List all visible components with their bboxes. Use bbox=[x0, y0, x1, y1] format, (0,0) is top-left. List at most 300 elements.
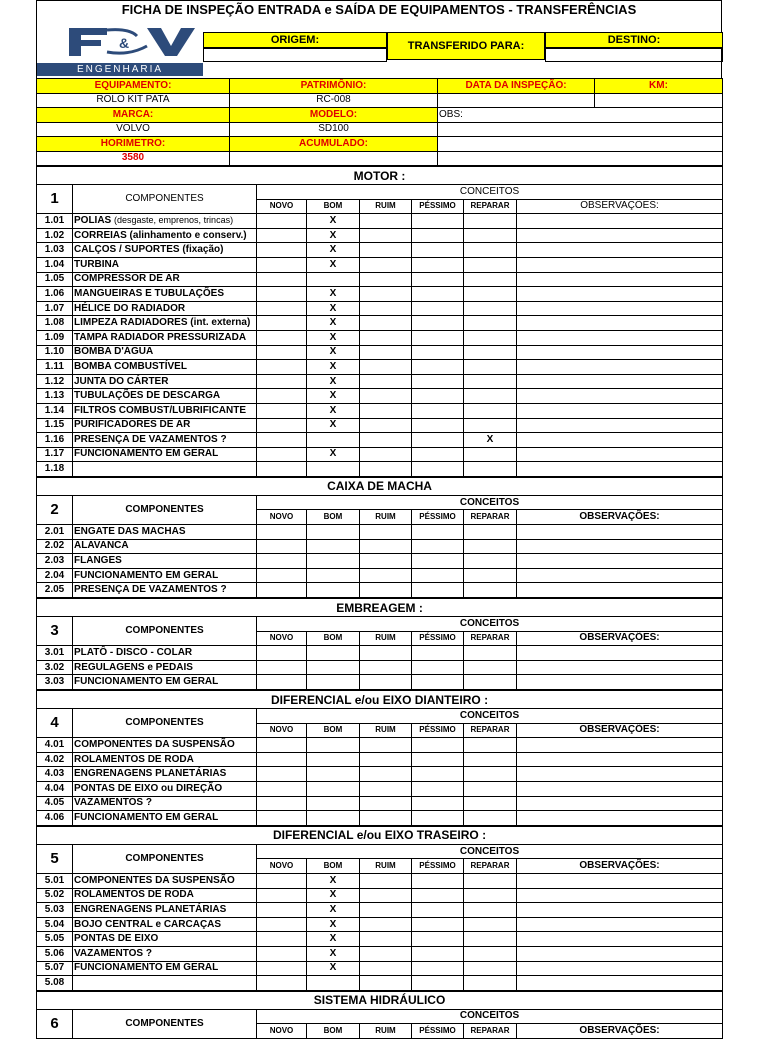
cell-reparar[interactable] bbox=[464, 767, 517, 782]
col-novo: NOVO bbox=[257, 1024, 307, 1039]
cell-ruim[interactable] bbox=[360, 946, 412, 961]
horimetro-label: HORIMETRO: bbox=[37, 137, 230, 152]
cell-pessimo[interactable] bbox=[412, 243, 464, 258]
cell-observacao[interactable] bbox=[517, 932, 723, 947]
cell-novo[interactable] bbox=[257, 554, 307, 569]
obs-line-4[interactable] bbox=[438, 151, 723, 166]
cell-bom[interactable]: X bbox=[307, 345, 360, 360]
cell-novo[interactable] bbox=[257, 287, 307, 302]
cell-observacao[interactable] bbox=[517, 403, 723, 418]
cell-novo[interactable] bbox=[257, 646, 307, 661]
cell-reparar[interactable] bbox=[464, 796, 517, 811]
cell-pessimo[interactable] bbox=[412, 932, 464, 947]
cell-reparar[interactable] bbox=[464, 345, 517, 360]
cell-observacao[interactable] bbox=[517, 257, 723, 272]
cell-pessimo[interactable] bbox=[412, 418, 464, 433]
cell-novo[interactable] bbox=[257, 433, 307, 448]
cell-pessimo[interactable] bbox=[412, 228, 464, 243]
item-description: FUNCIONAMENTO EM GERAL bbox=[73, 811, 257, 826]
cell-bom[interactable]: X bbox=[307, 316, 360, 331]
item-description: BOMBA D'ÁGUA bbox=[73, 345, 257, 360]
cell-ruim[interactable] bbox=[360, 796, 412, 811]
cell-bom[interactable] bbox=[307, 660, 360, 675]
cell-observacao[interactable] bbox=[517, 976, 723, 991]
item-description: PRESENÇA DE VAZAMENTOS ? bbox=[73, 583, 257, 598]
cell-novo[interactable] bbox=[257, 932, 307, 947]
cell-novo[interactable] bbox=[257, 525, 307, 540]
cell-reparar[interactable] bbox=[464, 873, 517, 888]
cell-pessimo[interactable] bbox=[412, 360, 464, 375]
cell-observacao[interactable] bbox=[517, 568, 723, 583]
cell-observacao[interactable] bbox=[517, 873, 723, 888]
cell-bom[interactable] bbox=[307, 675, 360, 690]
cell-reparar[interactable] bbox=[464, 462, 517, 477]
obs-line-3[interactable] bbox=[438, 137, 723, 152]
cell-observacao[interactable] bbox=[517, 675, 723, 690]
cell-observacao[interactable] bbox=[517, 525, 723, 540]
cell-pessimo[interactable] bbox=[412, 330, 464, 345]
cell-pessimo[interactable] bbox=[412, 873, 464, 888]
cell-ruim[interactable] bbox=[360, 961, 412, 976]
cell-pessimo[interactable] bbox=[412, 374, 464, 389]
cell-pessimo[interactable] bbox=[412, 345, 464, 360]
table-row bbox=[37, 389, 723, 404]
cell-ruim[interactable] bbox=[360, 447, 412, 462]
cell-novo[interactable] bbox=[257, 447, 307, 462]
cell-novo[interactable] bbox=[257, 675, 307, 690]
transferido-label: TRANSFERIDO PARA: bbox=[387, 32, 545, 60]
cell-bom[interactable]: X bbox=[307, 243, 360, 258]
cell-pessimo[interactable] bbox=[412, 462, 464, 477]
cell-reparar[interactable] bbox=[464, 675, 517, 690]
cell-reparar[interactable] bbox=[464, 389, 517, 404]
cell-bom[interactable]: X bbox=[307, 917, 360, 932]
cell-ruim[interactable] bbox=[360, 752, 412, 767]
cell-bom[interactable]: X bbox=[307, 403, 360, 418]
cell-bom[interactable]: X bbox=[307, 418, 360, 433]
cell-ruim[interactable] bbox=[360, 228, 412, 243]
cell-reparar[interactable] bbox=[464, 646, 517, 661]
cell-reparar[interactable] bbox=[464, 660, 517, 675]
cell-observacao[interactable] bbox=[517, 447, 723, 462]
cell-bom[interactable]: X bbox=[307, 946, 360, 961]
cell-ruim[interactable] bbox=[360, 976, 412, 991]
cell-ruim[interactable] bbox=[360, 646, 412, 661]
cell-ruim[interactable] bbox=[360, 568, 412, 583]
cell-reparar[interactable] bbox=[464, 583, 517, 598]
cell-bom[interactable] bbox=[307, 554, 360, 569]
patrimonio-value[interactable]: RC-008 bbox=[230, 93, 438, 108]
cell-observacao[interactable] bbox=[517, 360, 723, 375]
cell-observacao[interactable] bbox=[517, 345, 723, 360]
cell-novo[interactable] bbox=[257, 946, 307, 961]
cell-novo[interactable] bbox=[257, 738, 307, 753]
cell-pessimo[interactable] bbox=[412, 660, 464, 675]
cell-observacao[interactable] bbox=[517, 554, 723, 569]
cell-bom[interactable] bbox=[307, 525, 360, 540]
cell-reparar[interactable] bbox=[464, 525, 517, 540]
conceitos-header: CONCEITOS bbox=[257, 495, 723, 510]
cell-observacao[interactable] bbox=[517, 583, 723, 598]
obs-field[interactable]: OBS: bbox=[438, 108, 723, 123]
cell-reparar[interactable] bbox=[464, 539, 517, 554]
item-description: ALAVANCA bbox=[73, 539, 257, 554]
cell-novo[interactable] bbox=[257, 214, 307, 229]
cell-novo[interactable] bbox=[257, 767, 307, 782]
cell-reparar[interactable]: X bbox=[464, 433, 517, 448]
cell-pessimo[interactable] bbox=[412, 583, 464, 598]
cell-pessimo[interactable] bbox=[412, 976, 464, 991]
cell-observacao[interactable] bbox=[517, 903, 723, 918]
cell-observacao[interactable] bbox=[517, 228, 723, 243]
marca-label: MARCA: bbox=[37, 108, 230, 123]
cell-pessimo[interactable] bbox=[412, 811, 464, 826]
cell-pessimo[interactable] bbox=[412, 257, 464, 272]
cell-bom[interactable]: X bbox=[307, 389, 360, 404]
cell-observacao[interactable] bbox=[517, 214, 723, 229]
cell-novo[interactable] bbox=[257, 781, 307, 796]
observacoes-header: OBSERVAÇÕES: bbox=[517, 199, 723, 214]
cell-ruim[interactable] bbox=[360, 932, 412, 947]
cell-reparar[interactable] bbox=[464, 932, 517, 947]
col-reparar: REPARAR bbox=[464, 631, 517, 646]
item-number: 1.04 bbox=[37, 257, 73, 272]
cell-pessimo[interactable] bbox=[412, 272, 464, 287]
cell-reparar[interactable] bbox=[464, 418, 517, 433]
cell-novo[interactable] bbox=[257, 903, 307, 918]
cell-novo[interactable] bbox=[257, 228, 307, 243]
cell-ruim[interactable] bbox=[360, 873, 412, 888]
table-row bbox=[37, 554, 723, 569]
cell-reparar[interactable] bbox=[464, 374, 517, 389]
cell-reparar[interactable] bbox=[464, 287, 517, 302]
componentes-header: COMPONENTES bbox=[73, 185, 257, 214]
cell-observacao[interactable] bbox=[517, 316, 723, 331]
cell-observacao[interactable] bbox=[517, 961, 723, 976]
cell-novo[interactable] bbox=[257, 568, 307, 583]
cell-bom[interactable] bbox=[307, 539, 360, 554]
cell-bom[interactable] bbox=[307, 796, 360, 811]
cell-observacao[interactable] bbox=[517, 796, 723, 811]
cell-pessimo[interactable] bbox=[412, 888, 464, 903]
cell-reparar[interactable] bbox=[464, 961, 517, 976]
componentes-header: COMPONENTES bbox=[73, 617, 257, 646]
cell-ruim[interactable] bbox=[360, 418, 412, 433]
cell-ruim[interactable] bbox=[360, 330, 412, 345]
cell-bom[interactable] bbox=[307, 767, 360, 782]
cell-bom[interactable] bbox=[307, 462, 360, 477]
cell-bom[interactable]: X bbox=[307, 888, 360, 903]
cell-ruim[interactable] bbox=[360, 738, 412, 753]
cell-bom[interactable] bbox=[307, 646, 360, 661]
cell-ruim[interactable] bbox=[360, 554, 412, 569]
cell-bom[interactable]: X bbox=[307, 301, 360, 316]
cell-observacao[interactable] bbox=[517, 287, 723, 302]
cell-ruim[interactable] bbox=[360, 888, 412, 903]
cell-pessimo[interactable] bbox=[412, 539, 464, 554]
cell-ruim[interactable] bbox=[360, 243, 412, 258]
cell-observacao[interactable] bbox=[517, 917, 723, 932]
item-number: 1.01 bbox=[37, 214, 73, 229]
acumulado-value[interactable] bbox=[230, 151, 438, 166]
cell-observacao[interactable] bbox=[517, 272, 723, 287]
cell-bom[interactable]: X bbox=[307, 257, 360, 272]
cell-novo[interactable] bbox=[257, 418, 307, 433]
obs-line-2[interactable] bbox=[438, 122, 723, 137]
cell-pessimo[interactable] bbox=[412, 738, 464, 753]
km-label: KM: bbox=[595, 79, 723, 94]
cell-ruim[interactable] bbox=[360, 917, 412, 932]
cell-ruim[interactable] bbox=[360, 539, 412, 554]
cell-observacao[interactable] bbox=[517, 389, 723, 404]
item-number: 1.16 bbox=[37, 433, 73, 448]
cell-observacao[interactable] bbox=[517, 433, 723, 448]
cell-novo[interactable] bbox=[257, 360, 307, 375]
item-number: 4.06 bbox=[37, 811, 73, 826]
cell-ruim[interactable] bbox=[360, 272, 412, 287]
equipamento-value[interactable]: ROLO KIT PATA bbox=[37, 93, 230, 108]
cell-bom[interactable]: X bbox=[307, 961, 360, 976]
cell-observacao[interactable] bbox=[517, 462, 723, 477]
cell-reparar[interactable] bbox=[464, 888, 517, 903]
cell-bom[interactable]: X bbox=[307, 903, 360, 918]
item-description: ENGRENAGENS PLANETÁRIAS bbox=[73, 767, 257, 782]
col-novo: NOVO bbox=[257, 199, 307, 214]
item-number: 5.01 bbox=[37, 873, 73, 888]
cell-reparar[interactable] bbox=[464, 228, 517, 243]
cell-ruim[interactable] bbox=[360, 525, 412, 540]
cell-ruim[interactable] bbox=[360, 660, 412, 675]
cell-observacao[interactable] bbox=[517, 781, 723, 796]
cell-bom[interactable] bbox=[307, 781, 360, 796]
cell-novo[interactable] bbox=[257, 583, 307, 598]
cell-pessimo[interactable] bbox=[412, 316, 464, 331]
cell-ruim[interactable] bbox=[360, 462, 412, 477]
cell-observacao[interactable] bbox=[517, 888, 723, 903]
marca-value[interactable]: VOLVO bbox=[37, 122, 230, 137]
cell-pessimo[interactable] bbox=[412, 946, 464, 961]
item-number: 1.12 bbox=[37, 374, 73, 389]
cell-novo[interactable] bbox=[257, 976, 307, 991]
cell-observacao[interactable] bbox=[517, 767, 723, 782]
cell-bom[interactable] bbox=[307, 738, 360, 753]
item-number: 1.02 bbox=[37, 228, 73, 243]
cell-ruim[interactable] bbox=[360, 287, 412, 302]
cell-reparar[interactable] bbox=[464, 214, 517, 229]
item-description: PLATÔ - DISCO - COLAR bbox=[73, 646, 257, 661]
cell-pessimo[interactable] bbox=[412, 767, 464, 782]
cell-bom[interactable]: X bbox=[307, 932, 360, 947]
cell-pessimo[interactable] bbox=[412, 568, 464, 583]
cell-pessimo[interactable] bbox=[412, 917, 464, 932]
cell-observacao[interactable] bbox=[517, 811, 723, 826]
item-number: 1.08 bbox=[37, 316, 73, 331]
cell-novo[interactable] bbox=[257, 539, 307, 554]
cell-reparar[interactable] bbox=[464, 301, 517, 316]
cell-reparar[interactable] bbox=[464, 330, 517, 345]
conceitos-header: CONCEITOS bbox=[257, 709, 723, 724]
cell-ruim[interactable] bbox=[360, 403, 412, 418]
cell-ruim[interactable] bbox=[360, 360, 412, 375]
cell-reparar[interactable] bbox=[464, 752, 517, 767]
cell-reparar[interactable] bbox=[464, 554, 517, 569]
cell-bom[interactable]: X bbox=[307, 214, 360, 229]
cell-reparar[interactable] bbox=[464, 403, 517, 418]
cell-pessimo[interactable] bbox=[412, 961, 464, 976]
table-row bbox=[37, 214, 723, 229]
cell-reparar[interactable] bbox=[464, 316, 517, 331]
cell-pessimo[interactable] bbox=[412, 781, 464, 796]
modelo-value[interactable]: SD100 bbox=[230, 122, 438, 137]
cell-observacao[interactable] bbox=[517, 374, 723, 389]
item-number: 4.03 bbox=[37, 767, 73, 782]
cell-bom[interactable] bbox=[307, 568, 360, 583]
item-description: BOJO CENTRAL e CARCAÇAS bbox=[73, 917, 257, 932]
cell-novo[interactable] bbox=[257, 403, 307, 418]
section-title: MOTOR : bbox=[37, 167, 723, 185]
cell-pessimo[interactable] bbox=[412, 554, 464, 569]
table-row bbox=[37, 583, 723, 598]
cell-ruim[interactable] bbox=[360, 433, 412, 448]
cell-ruim[interactable] bbox=[360, 316, 412, 331]
cell-ruim[interactable] bbox=[360, 257, 412, 272]
cell-pessimo[interactable] bbox=[412, 796, 464, 811]
data-inspecao-value[interactable] bbox=[438, 93, 595, 108]
cell-pessimo[interactable] bbox=[412, 403, 464, 418]
componentes-header: COMPONENTES bbox=[73, 709, 257, 738]
cell-bom[interactable] bbox=[307, 976, 360, 991]
cell-ruim[interactable] bbox=[360, 811, 412, 826]
cell-reparar[interactable] bbox=[464, 257, 517, 272]
cell-novo[interactable] bbox=[257, 243, 307, 258]
cell-novo[interactable] bbox=[257, 462, 307, 477]
cell-novo[interactable] bbox=[257, 330, 307, 345]
cell-pessimo[interactable] bbox=[412, 525, 464, 540]
origem-field[interactable] bbox=[203, 48, 387, 62]
cell-novo[interactable] bbox=[257, 752, 307, 767]
cell-bom[interactable] bbox=[307, 272, 360, 287]
cell-ruim[interactable] bbox=[360, 374, 412, 389]
cell-observacao[interactable] bbox=[517, 418, 723, 433]
table-row bbox=[37, 917, 723, 932]
cell-pessimo[interactable] bbox=[412, 646, 464, 661]
cell-bom[interactable] bbox=[307, 433, 360, 448]
cell-observacao[interactable] bbox=[517, 646, 723, 661]
cell-ruim[interactable] bbox=[360, 583, 412, 598]
cell-ruim[interactable] bbox=[360, 903, 412, 918]
cell-novo[interactable] bbox=[257, 389, 307, 404]
cell-novo[interactable] bbox=[257, 888, 307, 903]
cell-bom[interactable] bbox=[307, 811, 360, 826]
cell-novo[interactable] bbox=[257, 811, 307, 826]
cell-pessimo[interactable] bbox=[412, 752, 464, 767]
cell-bom[interactable]: X bbox=[307, 873, 360, 888]
col-reparar: REPARAR bbox=[464, 199, 517, 214]
cell-observacao[interactable] bbox=[517, 243, 723, 258]
cell-novo[interactable] bbox=[257, 316, 307, 331]
cell-novo[interactable] bbox=[257, 374, 307, 389]
cell-observacao[interactable] bbox=[517, 946, 723, 961]
cell-reparar[interactable] bbox=[464, 781, 517, 796]
cell-reparar[interactable] bbox=[464, 903, 517, 918]
cell-pessimo[interactable] bbox=[412, 447, 464, 462]
cell-bom[interactable] bbox=[307, 752, 360, 767]
cell-reparar[interactable] bbox=[464, 738, 517, 753]
cell-bom[interactable]: X bbox=[307, 228, 360, 243]
cell-ruim[interactable] bbox=[360, 767, 412, 782]
cell-pessimo[interactable] bbox=[412, 903, 464, 918]
cell-ruim[interactable] bbox=[360, 675, 412, 690]
cell-ruim[interactable] bbox=[360, 781, 412, 796]
section-number: 2 bbox=[37, 495, 73, 524]
item-description: LIMPEZA RADIADORES (int. externa) bbox=[73, 316, 257, 331]
cell-ruim[interactable] bbox=[360, 345, 412, 360]
cell-reparar[interactable] bbox=[464, 568, 517, 583]
cell-observacao[interactable] bbox=[517, 539, 723, 554]
cell-ruim[interactable] bbox=[360, 301, 412, 316]
item-number: 3.02 bbox=[37, 660, 73, 675]
item-number: 4.04 bbox=[37, 781, 73, 796]
cell-reparar[interactable] bbox=[464, 917, 517, 932]
cell-novo[interactable] bbox=[257, 660, 307, 675]
cell-reparar[interactable] bbox=[464, 811, 517, 826]
cell-observacao[interactable] bbox=[517, 660, 723, 675]
cell-observacao[interactable] bbox=[517, 301, 723, 316]
cell-novo[interactable] bbox=[257, 961, 307, 976]
cell-bom[interactable]: X bbox=[307, 330, 360, 345]
cell-pessimo[interactable] bbox=[412, 389, 464, 404]
destino-field[interactable] bbox=[545, 48, 723, 62]
cell-novo[interactable] bbox=[257, 796, 307, 811]
horimetro-value[interactable]: 3580 bbox=[37, 151, 230, 166]
cell-bom[interactable] bbox=[307, 583, 360, 598]
item-number: 1.15 bbox=[37, 418, 73, 433]
section-number: 5 bbox=[37, 844, 73, 873]
cell-observacao[interactable] bbox=[517, 738, 723, 753]
col-pessimo: PÉSSIMO bbox=[412, 723, 464, 738]
cell-observacao[interactable] bbox=[517, 752, 723, 767]
cell-novo[interactable] bbox=[257, 272, 307, 287]
cell-bom[interactable]: X bbox=[307, 360, 360, 375]
cell-bom[interactable]: X bbox=[307, 447, 360, 462]
cell-reparar[interactable] bbox=[464, 360, 517, 375]
cell-pessimo[interactable] bbox=[412, 214, 464, 229]
km-value[interactable] bbox=[595, 93, 723, 108]
cell-novo[interactable] bbox=[257, 873, 307, 888]
cell-ruim[interactable] bbox=[360, 214, 412, 229]
cell-ruim[interactable] bbox=[360, 389, 412, 404]
cell-bom[interactable]: X bbox=[307, 374, 360, 389]
cell-observacao[interactable] bbox=[517, 330, 723, 345]
col-reparar: REPARAR bbox=[464, 859, 517, 874]
cell-pessimo[interactable] bbox=[412, 675, 464, 690]
cell-novo[interactable] bbox=[257, 301, 307, 316]
cell-pessimo[interactable] bbox=[412, 287, 464, 302]
cell-pessimo[interactable] bbox=[412, 433, 464, 448]
cell-novo[interactable] bbox=[257, 345, 307, 360]
table-row bbox=[37, 811, 723, 826]
cell-reparar[interactable] bbox=[464, 946, 517, 961]
cell-novo[interactable] bbox=[257, 917, 307, 932]
cell-reparar[interactable] bbox=[464, 272, 517, 287]
cell-reparar[interactable] bbox=[464, 447, 517, 462]
cell-reparar[interactable] bbox=[464, 976, 517, 991]
section-number: 4 bbox=[37, 709, 73, 738]
cell-novo[interactable] bbox=[257, 257, 307, 272]
cell-pessimo[interactable] bbox=[412, 301, 464, 316]
cell-reparar[interactable] bbox=[464, 243, 517, 258]
cell-bom[interactable]: X bbox=[307, 287, 360, 302]
